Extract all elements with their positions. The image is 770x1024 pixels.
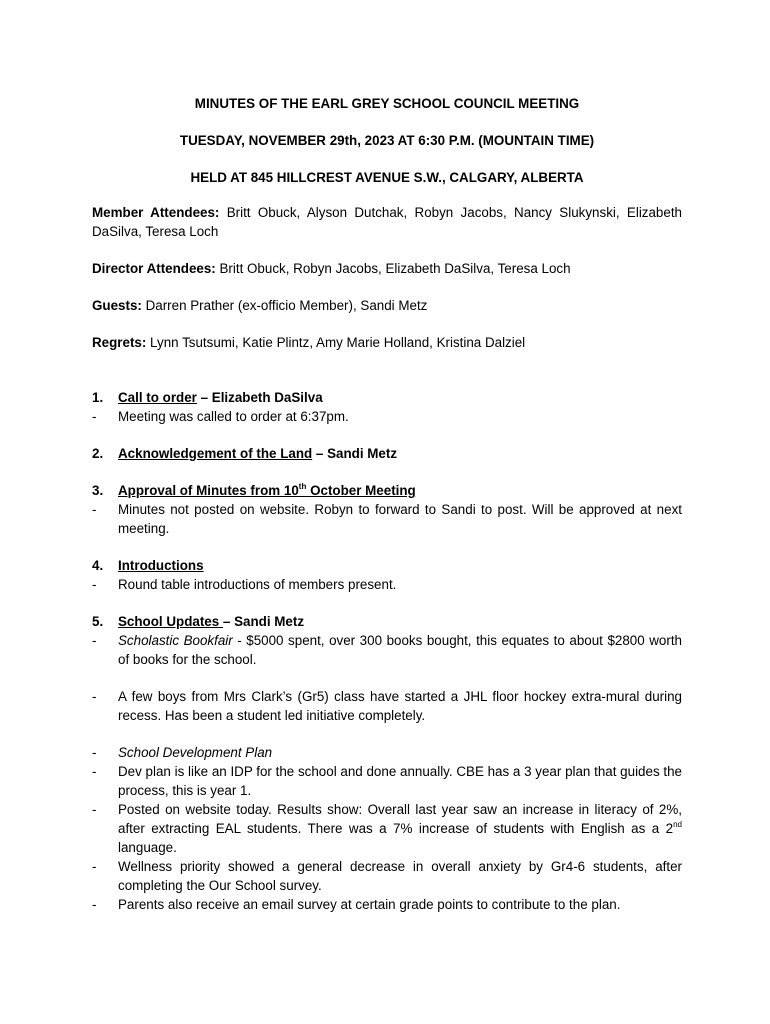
section-title: Introductions: [118, 558, 204, 573]
list-item: A few boys from Mrs Clark’s (Gr5) class have started a JHL floor hockey extra-mural during recess. Has been a student led initiative completely.: [118, 689, 682, 723]
bullet-dash: -: [92, 409, 97, 424]
bullet-dash: -: [92, 897, 97, 912]
list-item: Parents also receive an email survey at certain grade points to contribute to the plan.: [118, 897, 621, 912]
bullet-dash: -: [92, 764, 97, 779]
section-number: 2.: [92, 446, 104, 461]
section-introductions: [92, 556, 682, 594]
regrets-label: Regrets:: [92, 335, 147, 350]
list-item: Scholastic Bookfair - $5000 spent, over 300 books bought, this equates to about $2800 worth of books for the school.: [118, 633, 682, 667]
meeting-location: HELD AT 845 HILLCREST AVENUE S.W., CALGARY, ALBERTA: [190, 170, 584, 185]
section-call-to-order: [92, 388, 682, 426]
regrets: [92, 333, 682, 352]
bullet-dash: -: [92, 802, 97, 817]
bullet-dash: -: [92, 859, 97, 874]
section-title: Acknowledgement of the Land: [118, 446, 313, 461]
section-title: Approval of Minutes from 10th October Meeting: [118, 482, 416, 498]
section-number: 3.: [92, 483, 104, 498]
section-number: 4.: [92, 558, 104, 573]
section-lead: – Elizabeth DaSilva: [196, 390, 323, 405]
section-title: Call to order: [118, 390, 197, 405]
meeting-date: TUESDAY, NOVEMBER 29th, 2023 AT 6:30 P.M. (MOUNTAIN TIME): [179, 133, 595, 148]
document-title: MINUTES OF THE EARL GREY SCHOOL COUNCIL MEETING: [194, 96, 580, 111]
member-attendees-list: Britt Obuck, Alyson Dutchak, Robyn Jacobs, Nancy Slukynski, Elizabeth DaSilva, Teresa Loch: [92, 205, 682, 239]
director-attendees: [92, 259, 682, 278]
list-item: Meeting was called to order at 6:37pm.: [118, 409, 349, 424]
bullet-dash: -: [92, 689, 97, 704]
section-school-updates: [92, 612, 682, 914]
regrets-list: Lynn Tsutsumi, Katie Plintz, Amy Marie Holland, Kristina Dalziel: [146, 335, 526, 350]
section-title: School Updates: [118, 614, 223, 629]
list-item: Round table introductions of members present.: [118, 577, 397, 592]
list-item: Posted on website today. Results show: Overall last year saw an increase in literacy of 2%, after extracting EAL students. There was a 7% increase of students with English as a 2nd language.: [118, 802, 682, 855]
list-item: Minutes not posted on website. Robyn to forward to Sandi to post. Will be approved at next meeting.: [118, 502, 682, 536]
director-attendees-list: Britt Obuck, Robyn Jacobs, Elizabeth DaSilva, Teresa Loch: [215, 261, 571, 276]
list-item: Wellness priority showed a general decrease in overall anxiety by Gr4-6 students, after completing the Our School survey.: [118, 859, 682, 893]
list-item: Dev plan is like an IDP for the school and done annually. CBE has a 3 year plan that guides the process, this is year 1.: [118, 764, 682, 798]
director-attendees-label: Director Attendees:: [92, 261, 216, 276]
guests: [92, 296, 682, 315]
guests-list: Darren Prather (ex-officio Member), Sandi Metz: [141, 298, 428, 313]
guests-label: Guests:: [92, 298, 142, 313]
section-land-acknowledgement: [92, 444, 682, 463]
bullet-dash: -: [92, 633, 97, 648]
bullet-dash: -: [92, 745, 97, 760]
list-item: School Development Plan: [118, 745, 273, 760]
section-lead: – Sandi Metz: [312, 446, 398, 461]
member-attendees-label: Member Attendees:: [92, 205, 220, 220]
section-number: 1.: [92, 390, 104, 405]
bullet-dash: -: [92, 502, 97, 517]
minutes-document: [92, 92, 682, 914]
bullet-dash: -: [92, 577, 97, 592]
section-approval-of-minutes: [92, 481, 682, 538]
section-lead: – Sandi Metz: [222, 614, 305, 629]
member-attendees: [92, 203, 682, 241]
section-number: 5.: [92, 614, 104, 629]
